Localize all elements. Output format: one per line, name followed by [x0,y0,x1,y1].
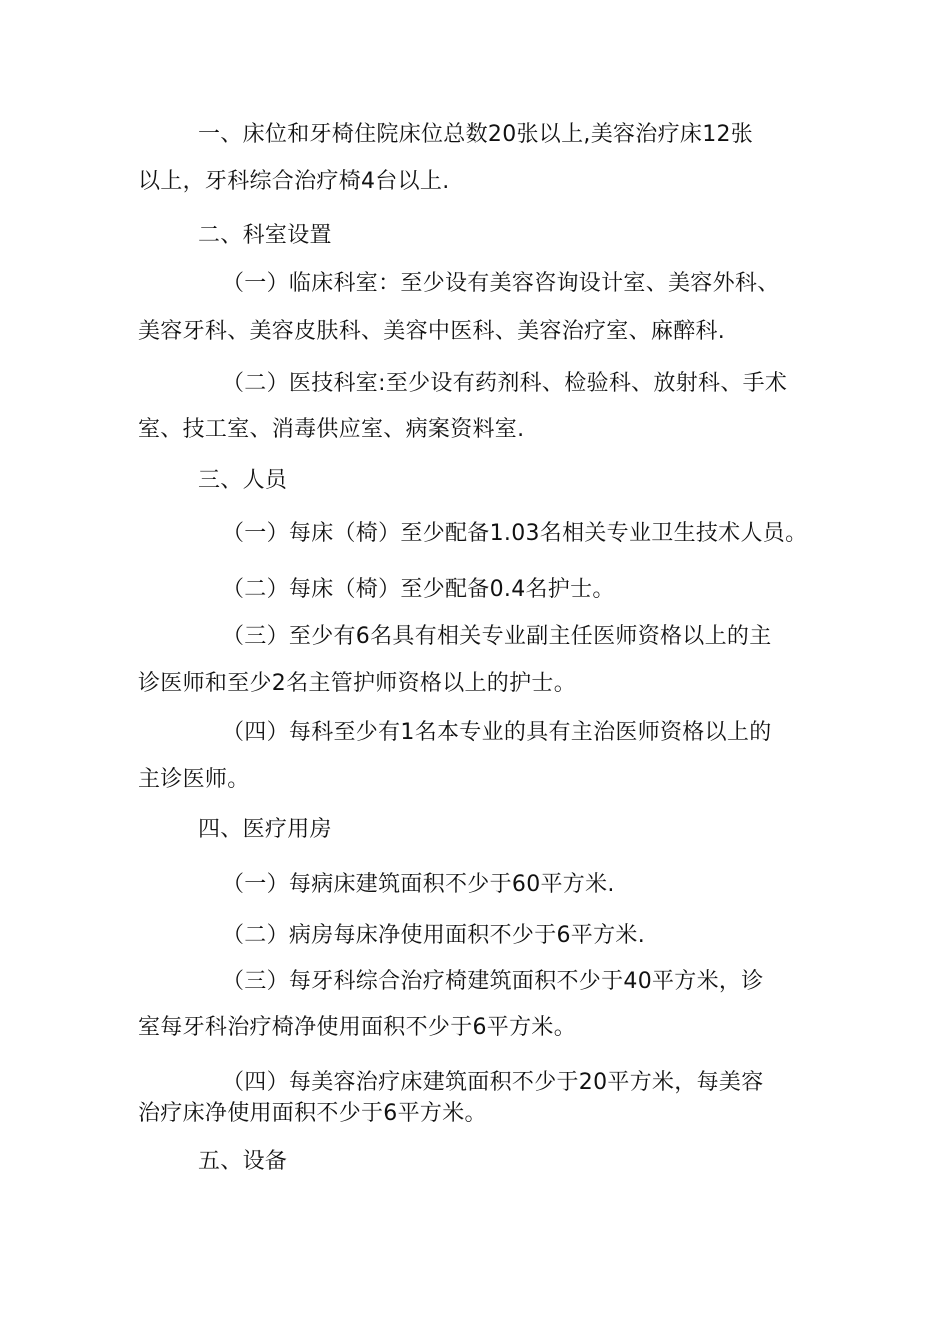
paragraph-line: （四）每美容治疗床建筑面积不少于20平方米，每美容 [222,1070,764,1095]
paragraph-line: 美容牙科、美容皮肤科、美容中医科、美容治疗室、麻醉科. [138,319,726,344]
paragraph-line: 室、技工室、消毒供应室、病案资料室. [138,417,525,442]
paragraph-line: （二）病房每床净使用面积不少于6平方米. [222,923,645,948]
paragraph-line: 主诊医师。 [138,767,250,792]
paragraph-line: （二）每床（椅）至少配备0.4名护士。 [222,577,615,602]
section-heading: 三、人员 [198,468,288,493]
paragraph-line: （一）临床科室：至少设有美容咨询设计室、美容外科、 [222,271,780,296]
paragraph-line: 室每牙科治疗椅净使用面积不少于6平方米。 [138,1015,576,1040]
paragraph-line: （三）每牙科综合治疗椅建筑面积不少于40平方米，诊 [222,969,764,994]
paragraph-line: 治疗床净使用面积不少于6平方米。 [138,1101,487,1126]
paragraph-line: （一）每病床建筑面积不少于60平方米. [222,872,615,897]
paragraph-line: 诊医师和至少2名主管护师资格以上的护士。 [138,671,576,696]
paragraph-line: （四）每科至少有1名本专业的具有主治医师资格以上的 [222,720,772,745]
paragraph-line: 以上，牙科综合治疗椅4台以上. [138,169,450,194]
section-heading: 五、设备 [198,1149,288,1174]
paragraph-line: （二）医技科室:至少设有药剂科、检验科、放射科、手术 [222,371,788,396]
section-heading: 二、科室设置 [198,223,332,248]
paragraph-line: （三）至少有6名具有相关专业副主任医师资格以上的主 [222,624,772,649]
section-heading: 四、医疗用房 [198,817,332,842]
paragraph-line: （一）每床（椅）至少配备1.03名相关专业卫生技术人员。 [222,521,808,546]
paragraph-line: 一、床位和牙椅住院床位总数20张以上,美容治疗床12张 [198,122,754,147]
